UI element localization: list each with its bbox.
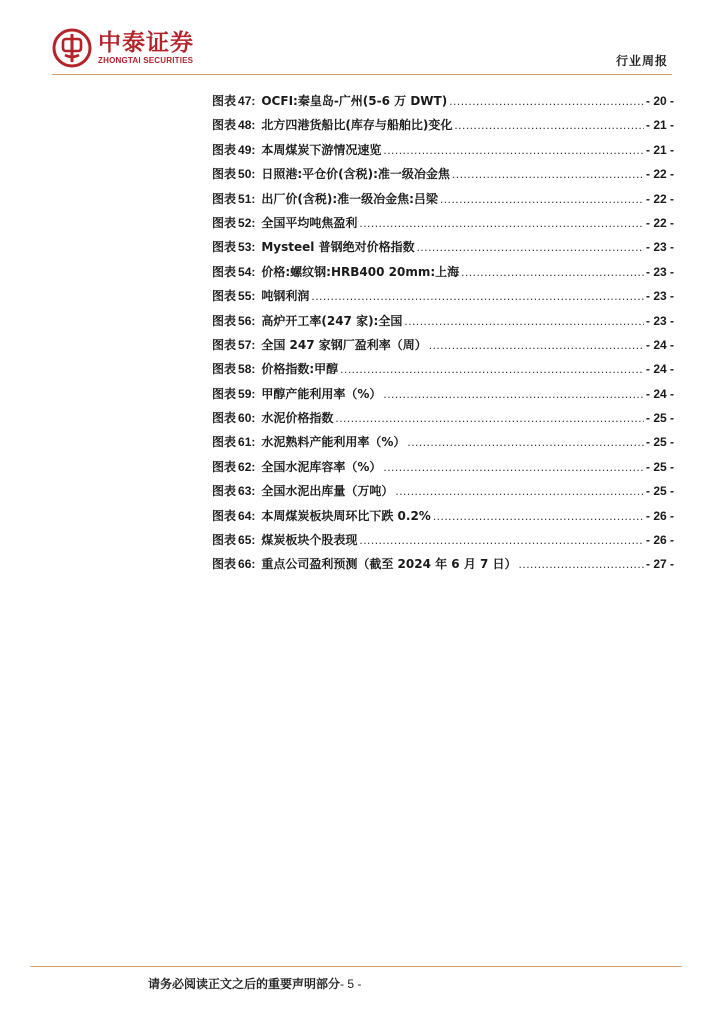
toc-entry[interactable] <box>212 238 674 262</box>
toc-figure-number: 54: <box>238 264 256 279</box>
report-type-label: 行业周报 <box>615 54 668 68</box>
toc-page-number: - 20 - <box>645 94 674 108</box>
toc-entry[interactable] <box>212 190 674 214</box>
toc-dot-leader <box>433 509 644 523</box>
toc-dot-leader <box>429 338 644 352</box>
toc-entry[interactable] <box>212 312 674 336</box>
toc-entry[interactable] <box>212 287 674 311</box>
toc-dot-leader <box>311 289 644 303</box>
toc-entry[interactable] <box>212 409 674 433</box>
toc-entry[interactable] <box>212 214 674 238</box>
toc-dot-leader <box>383 143 644 157</box>
toc-entry[interactable] <box>212 336 674 360</box>
toc-page-number: - 25 - <box>645 411 674 426</box>
toc-page-number: - 22 - <box>645 191 674 206</box>
toc-page-number: - 23 - <box>645 240 674 255</box>
toc-figure-label: 图表 <box>212 508 237 523</box>
toc-entry[interactable] <box>212 531 674 555</box>
toc-figure-number: 65: <box>238 533 256 548</box>
toc-figure-number: 64: <box>238 508 256 523</box>
toc-figure-number: 53: <box>238 240 256 255</box>
toc-page-number: - 22 - <box>645 215 674 230</box>
toc-page-number: - 23 - <box>645 289 674 304</box>
toc-figure-label: 图表 <box>212 142 237 157</box>
footer-divider <box>30 966 682 967</box>
toc-dot-leader <box>417 240 644 254</box>
toc-entry[interactable] <box>212 458 674 482</box>
toc-figure-label: 图表 <box>212 94 237 108</box>
toc-page-number: - 26 - <box>645 533 674 548</box>
toc-title: 重点公司盈利预测（截至 2024 年 6 月 7 日） <box>261 557 517 572</box>
toc-figure-label: 图表 <box>212 459 237 474</box>
toc-title: 全国平均吨焦盈利 <box>261 215 358 230</box>
toc-title: 吨钢利润 <box>261 289 310 304</box>
toc-entry[interactable] <box>212 141 674 165</box>
toc-entry[interactable] <box>212 165 674 189</box>
toc-figure-number: 50: <box>238 167 256 182</box>
toc-entry[interactable] <box>212 263 674 287</box>
disclaimer-notice: 请务必阅读正文之后的重要声明部分 <box>148 977 341 991</box>
toc-page-number: - 24 - <box>645 337 674 352</box>
toc-page-number: - 22 - <box>645 167 674 182</box>
toc-title: Mysteel 普钢绝对价格指数 <box>261 240 415 255</box>
toc-page-number: - 26 - <box>645 508 674 523</box>
toc-figure-number: 55: <box>238 289 256 304</box>
toc-title: 水泥熟料产能利用率（%） <box>261 435 406 450</box>
toc-entry[interactable] <box>212 433 674 457</box>
toc-title: 出厂价(含税):准一级冶金焦:吕梁 <box>261 191 438 206</box>
toc-figure-number: 62: <box>238 459 256 474</box>
toc-figure-label: 图表 <box>212 264 237 279</box>
toc-title: 甲醇产能利用率（%） <box>261 386 382 401</box>
toc-figure-label: 图表 <box>212 240 237 255</box>
toc-entry[interactable] <box>212 385 674 409</box>
toc-figure-number: 52: <box>238 215 256 230</box>
toc-figure-label: 图表 <box>212 484 237 499</box>
toc-title: 日照港:平仓价(含税):准一级冶金焦 <box>261 167 450 182</box>
toc-page-number: - 24 - <box>645 362 674 377</box>
toc-figure-number: 49: <box>238 142 256 157</box>
toc-figure-label: 图表 <box>212 533 237 548</box>
toc-title: 水泥价格指数 <box>261 411 334 426</box>
toc-dot-leader <box>383 460 644 474</box>
toc-title: 高炉开工率(247 家):全国 <box>261 313 403 328</box>
toc-figure-number: 60: <box>238 411 256 426</box>
toc-title: 本周煤炭板块周环比下跌 0.2% <box>261 508 431 523</box>
toc-dot-leader <box>452 167 644 181</box>
toc-figure-label: 图表 <box>212 411 237 426</box>
toc-entry[interactable] <box>212 507 674 531</box>
toc-dot-leader <box>359 216 644 230</box>
toc-figure-number: 61: <box>238 435 256 450</box>
page-number: - 5 - <box>340 977 362 991</box>
toc-dot-leader <box>407 435 644 449</box>
toc-figure-label: 图表 <box>212 337 237 352</box>
page-footer <box>148 975 361 992</box>
toc-figure-label: 图表 <box>212 362 237 377</box>
toc-page-number: - 25 - <box>645 459 674 474</box>
toc-dot-leader <box>359 533 644 547</box>
toc-title: OCFI:秦皇岛-广州(5-6 万 DWT) <box>261 94 448 108</box>
page-header <box>0 0 724 80</box>
toc-entry[interactable] <box>212 482 674 506</box>
toc-figure-label: 图表 <box>212 386 237 401</box>
toc-figure-label: 图表 <box>212 435 237 450</box>
toc-page-number: - 23 - <box>645 264 674 279</box>
toc-figure-number: 63: <box>238 484 256 499</box>
toc-dot-leader <box>461 265 644 279</box>
toc-figure-number: 57: <box>238 337 256 352</box>
toc-figure-label: 图表 <box>212 167 237 182</box>
logo-chinese-name: 中泰证券 <box>98 30 194 56</box>
toc-page-number: - 24 - <box>645 386 674 401</box>
toc-page-number: - 25 - <box>645 484 674 499</box>
toc-figure-label: 图表 <box>212 313 237 328</box>
toc-title: 价格指数:甲醇 <box>261 362 339 377</box>
zhongtai-logo-icon <box>52 28 92 68</box>
logo-english-name: ZHONGTAI SECURITIES <box>98 56 194 65</box>
toc-figure-number: 47: <box>238 94 256 108</box>
toc-title: 北方四港货船比(库存与船舶比)变化 <box>261 118 453 133</box>
toc-title: 全国水泥库容率（%） <box>261 459 382 474</box>
toc-title: 煤炭板块个股表现 <box>261 533 358 548</box>
toc-figure-number: 59: <box>238 386 256 401</box>
toc-dot-leader <box>440 192 644 206</box>
figure-index-list <box>212 92 674 580</box>
toc-title: 价格:螺纹钢:HRB400 20mm:上海 <box>261 264 460 279</box>
toc-page-number: - 27 - <box>645 557 674 572</box>
toc-dot-leader <box>395 484 644 498</box>
toc-entry[interactable] <box>212 92 674 116</box>
toc-figure-number: 66: <box>238 557 256 572</box>
toc-dot-leader <box>383 387 644 401</box>
toc-figure-number: 56: <box>238 313 256 328</box>
toc-figure-number: 58: <box>238 362 256 377</box>
toc-page-number: - 23 - <box>645 313 674 328</box>
toc-dot-leader <box>519 557 644 571</box>
toc-page-number: - 21 - <box>645 142 674 157</box>
company-logo <box>52 28 194 68</box>
toc-dot-leader <box>404 314 644 328</box>
toc-figure-number: 51: <box>238 191 256 206</box>
toc-title: 本周煤炭下游情况速览 <box>261 142 382 157</box>
toc-figure-label: 图表 <box>212 557 237 572</box>
toc-figure-number: 48: <box>238 118 256 133</box>
toc-figure-label: 图表 <box>212 118 237 133</box>
toc-title: 全国水泥出库量（万吨） <box>261 484 394 499</box>
toc-title: 全国 247 家钢厂盈利率（周） <box>261 337 427 352</box>
toc-entry[interactable] <box>212 360 674 384</box>
toc-dot-leader <box>449 94 644 108</box>
toc-figure-label: 图表 <box>212 215 237 230</box>
toc-figure-label: 图表 <box>212 289 237 304</box>
toc-page-number: - 25 - <box>645 435 674 450</box>
toc-entry[interactable] <box>212 116 674 140</box>
toc-figure-label: 图表 <box>212 191 237 206</box>
toc-page-number: - 21 - <box>645 118 674 133</box>
toc-dot-leader <box>454 118 644 132</box>
toc-dot-leader <box>335 411 644 425</box>
toc-entry[interactable] <box>212 555 674 579</box>
toc-dot-leader <box>340 362 644 376</box>
header-divider <box>52 74 672 75</box>
